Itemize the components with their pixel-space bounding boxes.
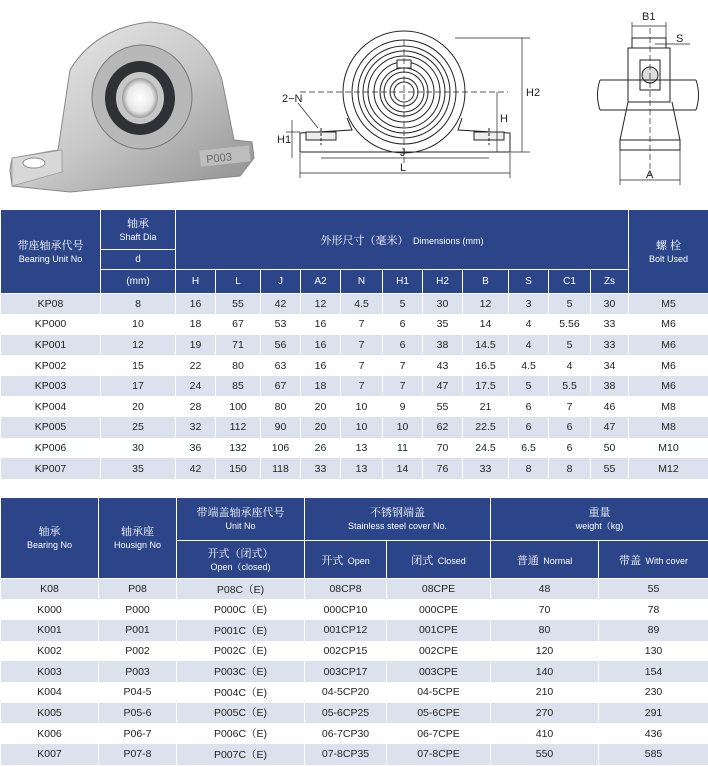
table-cell: 19 xyxy=(176,335,216,356)
table-cell: 07-8CP35 xyxy=(305,744,387,765)
header-weight-with-cover: 带盖 With cover xyxy=(599,541,708,579)
header-cover-closed: 闭式 Closed xyxy=(387,541,491,579)
dim-label-j: J xyxy=(400,147,406,159)
header-bearing-unit-no: 带座轴承代号 Bearing Unit No xyxy=(1,210,101,294)
table-cell: 20 xyxy=(301,396,341,417)
dim-label-h2: H2 xyxy=(526,87,541,99)
table-cell: 8 xyxy=(509,458,549,479)
product-photo xyxy=(10,22,254,192)
table-cell: 26 xyxy=(301,438,341,459)
table-row xyxy=(1,703,708,724)
table-cell: 33 xyxy=(301,458,341,479)
table-cell: 230 xyxy=(599,682,708,703)
table-cell: P003C（E) xyxy=(177,661,305,682)
table-cell: 16 xyxy=(301,335,341,356)
table-cell: M6 xyxy=(629,355,708,376)
header-dim-l: L xyxy=(216,270,261,294)
side-view-drawing xyxy=(598,22,699,185)
table-cell: 3 xyxy=(509,294,549,315)
table-cell: 270 xyxy=(491,703,599,724)
table-cell: 85 xyxy=(216,376,261,397)
table-cell: 003CP17 xyxy=(305,661,387,682)
table-cell: 08CPE xyxy=(387,579,491,600)
dim-label-b1: B1 xyxy=(642,11,656,23)
table-cell: M12 xyxy=(629,458,708,479)
table-cell: 89 xyxy=(599,620,708,641)
table-row xyxy=(1,744,708,765)
table-cell: 25 xyxy=(101,417,176,438)
table-row xyxy=(1,376,708,397)
table-cell: 6.5 xyxy=(509,438,549,459)
table-row xyxy=(1,417,708,438)
table-cell: 4.5 xyxy=(341,294,383,315)
table-cell: 436 xyxy=(599,723,708,744)
header-dim-c1: C1 xyxy=(549,270,591,294)
table-cell: 13 xyxy=(341,458,383,479)
table-cell: 67 xyxy=(261,376,301,397)
table-cell: 47 xyxy=(423,376,463,397)
table-cell: 71 xyxy=(216,335,261,356)
table-cell: P002 xyxy=(99,641,177,662)
table-cell: 120 xyxy=(491,641,599,662)
table-cell: 32 xyxy=(176,417,216,438)
table-cell: 70 xyxy=(491,599,599,620)
table-cell: 6 xyxy=(509,417,549,438)
table-cell: 33 xyxy=(591,314,629,335)
table-cell: 6 xyxy=(549,417,591,438)
table-row xyxy=(1,682,708,703)
table-row xyxy=(1,620,708,641)
housing-marking: P003 xyxy=(205,151,233,166)
table-cell: P007C（E) xyxy=(177,744,305,765)
table-cell: 10 xyxy=(383,417,423,438)
table-row xyxy=(1,641,708,662)
bearing-unit-cell: KP000 xyxy=(1,314,101,335)
table-cell: 17.5 xyxy=(463,376,509,397)
bearing-unit-cell: KP006 xyxy=(1,438,101,459)
table-cell: 20 xyxy=(101,396,176,417)
table-cell: 6 xyxy=(509,396,549,417)
table-cell: P003 xyxy=(99,661,177,682)
bearing-unit-cell: KP002 xyxy=(1,355,101,376)
header-weight-normal: 普通 Normal xyxy=(491,541,599,579)
bearing-unit-cell: KP08 xyxy=(1,294,101,315)
header-dim-b: B xyxy=(463,270,509,294)
table-cell: P000 xyxy=(99,599,177,620)
table-cell: 43 xyxy=(423,355,463,376)
dim-label-n: 2−N xyxy=(282,93,303,105)
table-cell: 7 xyxy=(341,376,383,397)
header-unit-open-closed: 开式（闭式） Open（closed) xyxy=(177,541,305,579)
dim-label-h1: H1 xyxy=(277,134,292,146)
bearing-no-cell: K007 xyxy=(1,744,99,765)
dim-label-a: A xyxy=(646,169,654,181)
table-cell: 55 xyxy=(599,579,708,600)
table-cell: P07-8 xyxy=(99,744,177,765)
table-cell: 6 xyxy=(383,335,423,356)
table-row xyxy=(1,438,708,459)
table-cell: M6 xyxy=(629,335,708,356)
table-cell: P005C（E) xyxy=(177,703,305,724)
table-cell: 7 xyxy=(549,396,591,417)
table-cell: 10 xyxy=(341,396,383,417)
bearing-no-cell: K001 xyxy=(1,620,99,641)
table-cell: 55 xyxy=(591,458,629,479)
table-row xyxy=(1,458,708,479)
table-cell: 18 xyxy=(301,376,341,397)
table-cell: 4 xyxy=(549,355,591,376)
cover-weight-table-header xyxy=(1,498,708,579)
table-cell: 002CPE xyxy=(387,641,491,662)
bearing-no-cell: K002 xyxy=(1,641,99,662)
table-cell: 80 xyxy=(261,396,301,417)
table-cell: P08 xyxy=(99,579,177,600)
table-cell: 14 xyxy=(383,458,423,479)
table-cell: P05-6 xyxy=(99,703,177,724)
table-cell: 8 xyxy=(549,458,591,479)
table-cell: 42 xyxy=(261,294,301,315)
dimensions-table-body xyxy=(1,294,708,479)
table-cell: M6 xyxy=(629,376,708,397)
table-cell: 90 xyxy=(261,417,301,438)
table-cell: 16.5 xyxy=(463,355,509,376)
cover-weight-table xyxy=(0,497,708,765)
table-row xyxy=(1,355,708,376)
table-cell: M5 xyxy=(629,294,708,315)
dimensions-table-header xyxy=(1,210,708,294)
table-cell: 12 xyxy=(463,294,509,315)
table-cell: 210 xyxy=(491,682,599,703)
table-cell: 132 xyxy=(216,438,261,459)
table-cell: M8 xyxy=(629,396,708,417)
table-cell: 002CP15 xyxy=(305,641,387,662)
header-dim-s: S xyxy=(509,270,549,294)
table-cell: 30 xyxy=(423,294,463,315)
header-dim-h1: H1 xyxy=(383,270,423,294)
table-cell: 12 xyxy=(101,335,176,356)
bearing-unit-cell: KP007 xyxy=(1,458,101,479)
cover-weight-table-body xyxy=(1,579,708,765)
table-cell: P004C（E) xyxy=(177,682,305,703)
table-cell: 112 xyxy=(216,417,261,438)
table-cell: 16 xyxy=(301,314,341,335)
bearing-unit-cell: KP005 xyxy=(1,417,101,438)
table-cell: 20 xyxy=(301,417,341,438)
table-cell: P06-7 xyxy=(99,723,177,744)
table-cell: M10 xyxy=(629,438,708,459)
table-cell: 12 xyxy=(301,294,341,315)
table-cell: 35 xyxy=(101,458,176,479)
table-cell: P000C（E) xyxy=(177,599,305,620)
header-stainless-cover: 不锈钢端盖 Stainless steel cover No. xyxy=(305,498,491,541)
table-cell: 62 xyxy=(423,417,463,438)
table-cell: 22 xyxy=(176,355,216,376)
header-bearing-no: 轴承 Bearing No xyxy=(1,498,99,579)
table-cell: 118 xyxy=(261,458,301,479)
bearing-unit-cell: KP003 xyxy=(1,376,101,397)
table-cell: 78 xyxy=(599,599,708,620)
table-cell: 14 xyxy=(463,314,509,335)
dimensions-table xyxy=(0,209,708,479)
table-cell: 7 xyxy=(341,314,383,335)
header-bolt-used: 螺 栓 Bolt Used xyxy=(629,210,708,294)
table-cell: 4.5 xyxy=(509,355,549,376)
table-cell: 16 xyxy=(301,355,341,376)
table-cell: 67 xyxy=(216,314,261,335)
table-cell: 7 xyxy=(341,335,383,356)
table-cell: 06-7CPE xyxy=(387,723,491,744)
table-cell: 291 xyxy=(599,703,708,724)
table-row xyxy=(1,294,708,315)
table-cell: 76 xyxy=(423,458,463,479)
table-cell: 18 xyxy=(176,314,216,335)
table-cell: 000CP10 xyxy=(305,599,387,620)
table-cell: 04-5CPE xyxy=(387,682,491,703)
table-cell: 38 xyxy=(423,335,463,356)
header-dimensions: 外形尺寸（毫米） Dimensions (mm) xyxy=(176,210,629,270)
table-cell: 5 xyxy=(549,294,591,315)
table-cell: 07-8CPE xyxy=(387,744,491,765)
table-cell: 14.5 xyxy=(463,335,509,356)
table-cell: 56 xyxy=(261,335,301,356)
table-cell: 80 xyxy=(216,355,261,376)
table-cell: 8 xyxy=(101,294,176,315)
table-cell: 53 xyxy=(261,314,301,335)
table-cell: 15 xyxy=(101,355,176,376)
table-cell: 55 xyxy=(216,294,261,315)
bearing-unit-cell: KP001 xyxy=(1,335,101,356)
table-cell: 5.5 xyxy=(549,376,591,397)
table-cell: 5 xyxy=(549,335,591,356)
table-cell: 6 xyxy=(549,438,591,459)
table-cell: 5.56 xyxy=(549,314,591,335)
table-cell: 42 xyxy=(176,458,216,479)
table-cell: 7 xyxy=(383,355,423,376)
table-cell: P001C（E) xyxy=(177,620,305,641)
table-cell: 50 xyxy=(591,438,629,459)
table-cell: P002C（E) xyxy=(177,641,305,662)
table-cell: 48 xyxy=(491,579,599,600)
table-row xyxy=(1,396,708,417)
table-cell: 36 xyxy=(176,438,216,459)
table-cell: P04-5 xyxy=(99,682,177,703)
table-row xyxy=(1,723,708,744)
table-cell: 16 xyxy=(176,294,216,315)
bearing-no-cell: K005 xyxy=(1,703,99,724)
table-cell: 04-5CP20 xyxy=(305,682,387,703)
table-cell: P001 xyxy=(99,620,177,641)
table-cell: 001CP12 xyxy=(305,620,387,641)
table-cell: 47 xyxy=(591,417,629,438)
table-cell: P006C（E) xyxy=(177,723,305,744)
dim-label-l: L xyxy=(400,162,407,174)
table-cell: 6 xyxy=(383,314,423,335)
header-dim-a2: A2 xyxy=(301,270,341,294)
bearing-no-cell: K003 xyxy=(1,661,99,682)
table-cell: 35 xyxy=(423,314,463,335)
table-cell: 5 xyxy=(509,376,549,397)
table-cell: 46 xyxy=(591,396,629,417)
table-cell: 130 xyxy=(599,641,708,662)
bearing-no-cell: K006 xyxy=(1,723,99,744)
header-cover-open: 开式 Open xyxy=(305,541,387,579)
table-cell: 30 xyxy=(591,294,629,315)
table-cell: 24 xyxy=(176,376,216,397)
header-shaft-dia: 轴承 Shaft Dia xyxy=(101,210,176,250)
dim-label-s: S xyxy=(676,33,684,45)
table-cell: 08CP8 xyxy=(305,579,387,600)
bearing-no-cell: K08 xyxy=(1,579,99,600)
table-cell: 001CPE xyxy=(387,620,491,641)
table-cell: 55 xyxy=(423,396,463,417)
bearing-unit-cell: KP004 xyxy=(1,396,101,417)
table-cell: 140 xyxy=(491,661,599,682)
table-cell: 410 xyxy=(491,723,599,744)
table-cell: 4 xyxy=(509,314,549,335)
table-cell: 550 xyxy=(491,744,599,765)
header-dim-n: N xyxy=(341,270,383,294)
header-dim-zs: Zs xyxy=(591,270,629,294)
table-cell: 7 xyxy=(383,376,423,397)
table-cell: 70 xyxy=(423,438,463,459)
table-cell: 7 xyxy=(341,355,383,376)
header-dim-h: H xyxy=(176,270,216,294)
table-cell: 80 xyxy=(491,620,599,641)
header-housing-no: 轴承座 Housign No xyxy=(99,498,177,579)
table-cell: 11 xyxy=(383,438,423,459)
table-cell: 154 xyxy=(599,661,708,682)
table-cell: 003CPE xyxy=(387,661,491,682)
table-cell: 05-6CP25 xyxy=(305,703,387,724)
table-cell: M6 xyxy=(629,314,708,335)
table-row xyxy=(1,579,708,600)
table-cell: 05-6CPE xyxy=(387,703,491,724)
table-cell: 585 xyxy=(599,744,708,765)
table-cell: 106 xyxy=(261,438,301,459)
table-row xyxy=(1,314,708,335)
table-row xyxy=(1,335,708,356)
table-row xyxy=(1,661,708,682)
table-cell: 000CPE xyxy=(387,599,491,620)
table-cell: 100 xyxy=(216,396,261,417)
header-dim-j: J xyxy=(261,270,301,294)
table-cell: 33 xyxy=(591,335,629,356)
table-cell: 5 xyxy=(383,294,423,315)
table-cell: M8 xyxy=(629,417,708,438)
table-cell: 63 xyxy=(261,355,301,376)
table-cell: 10 xyxy=(341,417,383,438)
table-cell: 21 xyxy=(463,396,509,417)
bearing-no-cell: K004 xyxy=(1,682,99,703)
table-cell: 33 xyxy=(463,458,509,479)
table-cell: 06-7CP30 xyxy=(305,723,387,744)
header-unit-no: 带端盖轴承座代号 Unit No xyxy=(177,498,305,541)
table-cell: 30 xyxy=(101,438,176,459)
table-row xyxy=(1,599,708,620)
table-cell: 22.5 xyxy=(463,417,509,438)
drawing-area xyxy=(0,0,708,205)
header-dim-h2: H2 xyxy=(423,270,463,294)
bearing-no-cell: K000 xyxy=(1,599,99,620)
table-cell: 150 xyxy=(216,458,261,479)
header-shaft-symbol: d xyxy=(101,250,176,270)
table-cell: 24.5 xyxy=(463,438,509,459)
table-cell: 10 xyxy=(101,314,176,335)
table-cell: 9 xyxy=(383,396,423,417)
table-cell: 17 xyxy=(101,376,176,397)
table-cell: 34 xyxy=(591,355,629,376)
header-weight: 重量 weight（kg) xyxy=(491,498,708,541)
front-view-drawing xyxy=(286,31,530,178)
table-cell: 28 xyxy=(176,396,216,417)
table-cell: 4 xyxy=(509,335,549,356)
header-shaft-unit: (mm) xyxy=(101,270,176,294)
table-cell: 38 xyxy=(591,376,629,397)
dim-label-h: H xyxy=(500,113,508,125)
table-cell: 13 xyxy=(341,438,383,459)
table-cell: P08C（E) xyxy=(177,579,305,600)
